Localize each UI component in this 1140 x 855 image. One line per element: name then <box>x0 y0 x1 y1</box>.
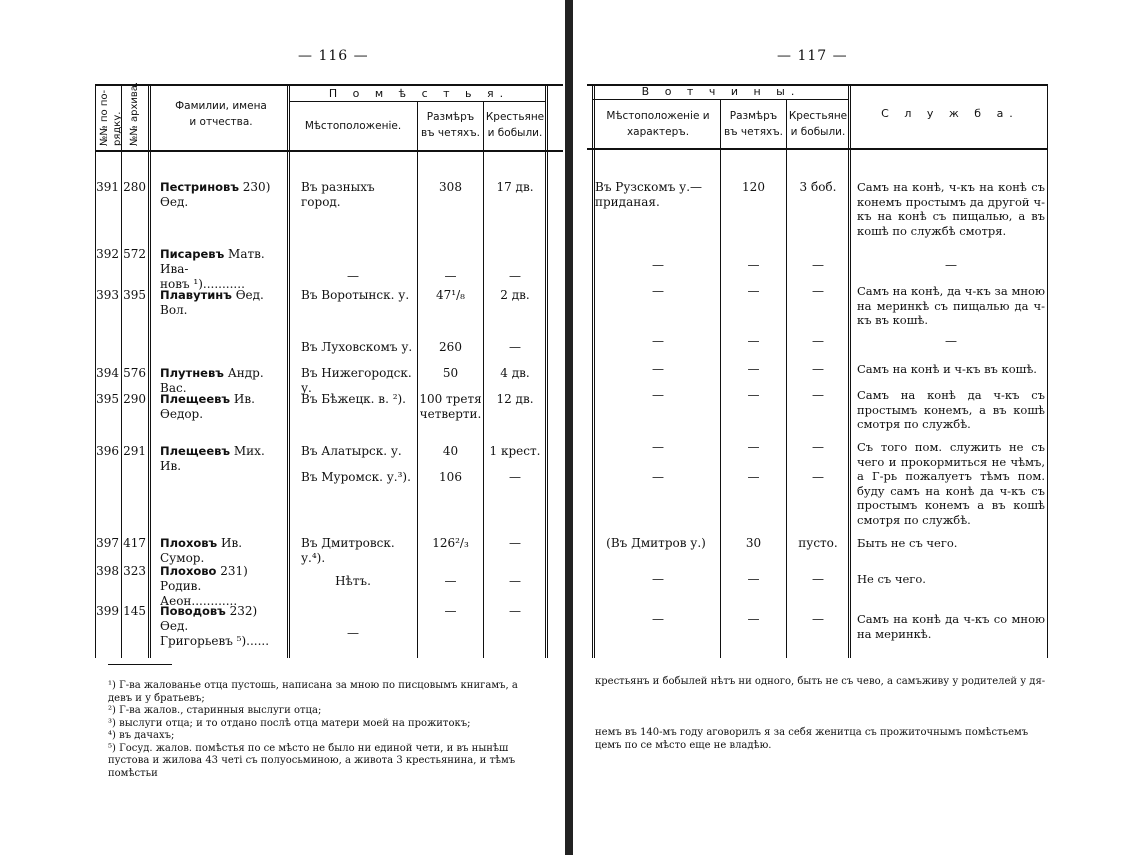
estate-size: — <box>444 604 457 618</box>
estate-location: — <box>347 269 359 283</box>
estate-size: 126²/₃ <box>432 536 469 550</box>
patrimony-peasants: пусто. <box>798 536 838 550</box>
rule-header-bottom <box>587 148 1047 150</box>
header-loc: Мѣстоположеніе. <box>304 120 402 132</box>
header-group-pomestya: П о м ѣ с т ь я. <box>328 87 510 100</box>
vrule <box>545 84 548 658</box>
surname: Писаревъ <box>160 247 225 261</box>
estate-location: Въ Луховскомъ у. <box>301 340 413 354</box>
header-no: №№ по по-рядку. <box>99 89 123 146</box>
archive-number: 576 <box>123 366 146 380</box>
vrule <box>720 99 721 658</box>
person-name <box>160 392 286 422</box>
patrimony-size: — <box>747 284 760 298</box>
row-number: 398 <box>96 564 119 578</box>
service-text: Самъ на конѣ да ч-къ съ простымъ конемъ, а въ кошѣ смотря по службѣ. <box>857 388 1045 431</box>
peasants: — <box>509 269 521 283</box>
service-text: Не съ чего. <box>857 572 926 586</box>
service-text: Самъ на конѣ и ч-къ въ кошѣ. <box>857 362 1037 376</box>
patrimony-location: (Въ Дмитров у.) <box>606 536 706 550</box>
person-name <box>160 288 286 318</box>
footnote-continuation-a: крестьянъ и бобылей нѣтъ ни одного, быть не съ чево, а самъживу у родителей у дя- <box>595 676 1046 687</box>
service-text: Самъ на конѣ, да ч-къ за мною на меринкѣ съ пищалью да ч-къ въ кошѣ. <box>857 284 1045 327</box>
header-peas: Крестьяне и бобыли. <box>485 111 545 139</box>
name-rest: 232) Өед. Григорьевъ ⁵)...... <box>160 604 270 648</box>
person-name <box>160 604 286 649</box>
vrule <box>786 99 787 658</box>
patrimony-size: — <box>747 470 760 484</box>
header-size-right: Размѣръ въ четяхъ. <box>723 110 783 138</box>
estate-size: 106 <box>439 470 462 484</box>
person-name <box>160 444 286 474</box>
peasants: 1 крест. <box>489 444 541 458</box>
estate-size: 40 <box>442 444 459 458</box>
peasants: — <box>509 470 521 484</box>
peasants: 12 дв. <box>496 392 534 406</box>
patrimony-location: — <box>652 284 664 298</box>
estate-location: Нѣтъ. <box>335 574 371 588</box>
estate-location: Въ Воротынск. у. <box>301 288 410 302</box>
name-rest: Ив. Сумор. <box>160 536 243 565</box>
patrimony-size: — <box>747 334 760 348</box>
estate-size: 308 <box>439 180 462 194</box>
estate-location: Въ Дмитровск. у.⁴). <box>301 536 395 565</box>
archive-number: 395 <box>123 288 146 302</box>
vrule <box>417 101 418 658</box>
surname: Плещеевъ <box>160 392 231 406</box>
service-text: — <box>945 334 957 348</box>
row-number: 392 <box>96 247 119 261</box>
patrimony-size: 30 <box>745 536 762 550</box>
estate-size: 260 <box>439 340 462 354</box>
patrimony-location: — <box>652 440 664 454</box>
peasants: 17 дв. <box>496 180 534 194</box>
person-name <box>160 180 286 210</box>
header-name: Фамилии, имена и отчества. <box>175 100 267 128</box>
book-gutter <box>565 0 573 855</box>
header-size: Размѣръ въ четяхъ. <box>420 111 480 139</box>
surname: Поводовъ <box>160 604 226 618</box>
row-number: 395 <box>96 392 119 406</box>
estate-size: 50 <box>442 366 459 380</box>
name-rest: Мих. Ив. <box>160 444 265 473</box>
surname: Плутневъ <box>160 366 224 380</box>
patrimony-peasants: — <box>812 362 824 376</box>
vrule <box>483 101 484 658</box>
patrimony-size: — <box>747 388 760 402</box>
surname: Плохово <box>160 564 217 578</box>
estate-location: Въ Алатырск. у. <box>301 444 402 458</box>
archive-number: 417 <box>123 536 146 550</box>
patrimony-peasants: — <box>812 258 824 272</box>
estate-location: Въ Нижегородск. у. <box>301 366 412 395</box>
peasants: 4 дв. <box>500 366 530 380</box>
patrimony-peasants: — <box>812 334 824 348</box>
vrule <box>1047 84 1048 658</box>
patrimony-location: — <box>652 258 664 272</box>
patrimony-peasants: — <box>812 284 824 298</box>
patrimony-size: — <box>747 258 760 272</box>
header-service: С л у ж б а. <box>881 107 1019 120</box>
patrimony-location: Въ Рузскомъ у.— приданая. <box>595 180 703 209</box>
name-rest: Өед. Вол. <box>160 288 264 317</box>
peasants: — <box>509 340 521 354</box>
patrimony-peasants: 3 боб. <box>799 180 837 194</box>
service-text: Съ того пом. служить не съ чего и прокормиться не чѣмъ, а Г-рь пожалуетъ тѣмъ пом. буду самъ на конѣ да ч-къ съ простымъ конемъ а въ кошѣ смотря по службѣ. <box>857 440 1045 527</box>
row-number: 391 <box>96 180 119 194</box>
surname: Плоховъ <box>160 536 218 550</box>
patrimony-location: — <box>652 612 664 626</box>
patrimony-location: — <box>652 572 664 586</box>
right-page <box>575 0 1140 855</box>
name-rest: Матв. Ива- новъ ¹)........... <box>160 247 265 291</box>
patrimony-peasants: — <box>812 388 824 402</box>
estate-location: — <box>347 626 359 640</box>
person-name <box>160 247 286 292</box>
patrimony-peasants: — <box>812 440 824 454</box>
name-rest: Андр. Вас. <box>160 366 264 395</box>
estate-location: Въ Муромск. у.³). <box>301 470 411 484</box>
rule-header-bottom <box>95 150 563 152</box>
footnotes-left: ¹) Г-ва жалованье отца пустошь, написана за мною по писцовымъ книгамъ, а девъ и у братьевъ; ²) Г-ва жалов., старинныя выслуги отца; ³) выслуги отца; и то отдано послѣ отца матери моей на прожитокъ; ⁴) въ дачахъ; ⁵) Госуд. жалов. помѣстья по се мѣсто не было ни единой чети, и въ нынѣш пустова и жилова 43 четі съ полуосьминою, а живота 3 крестьянина, и тѣмъ помѣстьи <box>108 680 518 779</box>
vrule <box>287 84 290 658</box>
service-text: — <box>945 258 957 272</box>
patrimony-peasants: — <box>812 572 824 586</box>
patrimony-size: 120 <box>742 180 765 194</box>
patrimony-peasants: — <box>812 612 824 626</box>
archive-number: 290 <box>123 392 146 406</box>
estate-size: 100 третя четверти. <box>419 392 482 421</box>
patrimony-peasants: — <box>812 470 824 484</box>
archive-number: 323 <box>123 564 146 578</box>
patrimony-size: — <box>747 612 760 626</box>
estate-size: 47¹/₈ <box>436 288 465 302</box>
archive-number: 145 <box>123 604 146 618</box>
row-number: 397 <box>96 536 119 550</box>
vrule <box>148 84 151 658</box>
header-arch: №№ архива. <box>129 81 140 146</box>
surname: Плещеевъ <box>160 444 231 458</box>
peasants: — <box>509 604 521 618</box>
peasants: — <box>509 574 521 588</box>
peasants: — <box>509 536 521 550</box>
header-loc-right: Мѣстоположеніе и характеръ. <box>606 110 710 138</box>
row-number: 396 <box>96 444 119 458</box>
name-rest: 230) Өед. <box>160 180 271 209</box>
header-peas-right: Крестьяне и бобыли. <box>788 110 848 138</box>
person-name <box>160 564 286 609</box>
row-number: 393 <box>96 288 119 302</box>
surname: Плавутинъ <box>160 288 232 302</box>
patrimony-location: — <box>652 362 664 376</box>
left-table <box>0 81 565 658</box>
estate-size: — <box>444 269 457 283</box>
right-table <box>575 84 1140 658</box>
estate-size: — <box>444 574 457 588</box>
surname: Пестриновъ <box>160 180 239 194</box>
patrimony-size: — <box>747 362 760 376</box>
person-name <box>160 536 286 566</box>
name-rest: 231) Родив. Аеон............ <box>160 564 248 608</box>
patrimony-location: — <box>652 470 664 484</box>
header-group-votchiny: В о т ч и н ы. <box>641 85 801 98</box>
estate-location: Въ Бѣжецк. в. ²). <box>301 392 406 406</box>
patrimony-size: — <box>747 440 760 454</box>
left-page <box>0 0 565 855</box>
peasants: 2 дв. <box>500 288 530 302</box>
row-number: 399 <box>96 604 119 618</box>
service-text: Быть не съ чего. <box>857 536 958 550</box>
patrimony-size: — <box>747 572 760 586</box>
archive-number: 280 <box>123 180 146 194</box>
vrule <box>848 84 851 658</box>
patrimony-location: — <box>652 334 664 348</box>
page-number-right: — 117 — <box>777 48 848 64</box>
footnote-separator <box>108 664 172 665</box>
estate-location: Въ разныхъ город. <box>301 180 375 209</box>
service-text: Самъ на конѣ да ч-къ со мною на меринкѣ. <box>857 612 1045 641</box>
page-number-left: — 116 — <box>298 48 369 64</box>
vrule <box>592 84 595 658</box>
service-text: Самъ на конѣ, ч-къ на конѣ съ конемъ простымъ да другой ч-къ на конѣ съ пищалью, а въ кошѣ по службѣ смотря. <box>857 180 1045 238</box>
archive-number: 572 <box>123 247 146 261</box>
name-rest: Ив. Өедор. <box>160 392 255 421</box>
archive-number: 291 <box>123 444 146 458</box>
footnote-continuation-b: немъ въ 140-мъ году аговорилъ я за себя женитца съ прожиточнымъ помѣстьемъ цемъ по се мѣсто еще не владѣю. <box>595 727 1029 751</box>
patrimony-location: — <box>652 388 664 402</box>
row-number: 394 <box>96 366 119 380</box>
